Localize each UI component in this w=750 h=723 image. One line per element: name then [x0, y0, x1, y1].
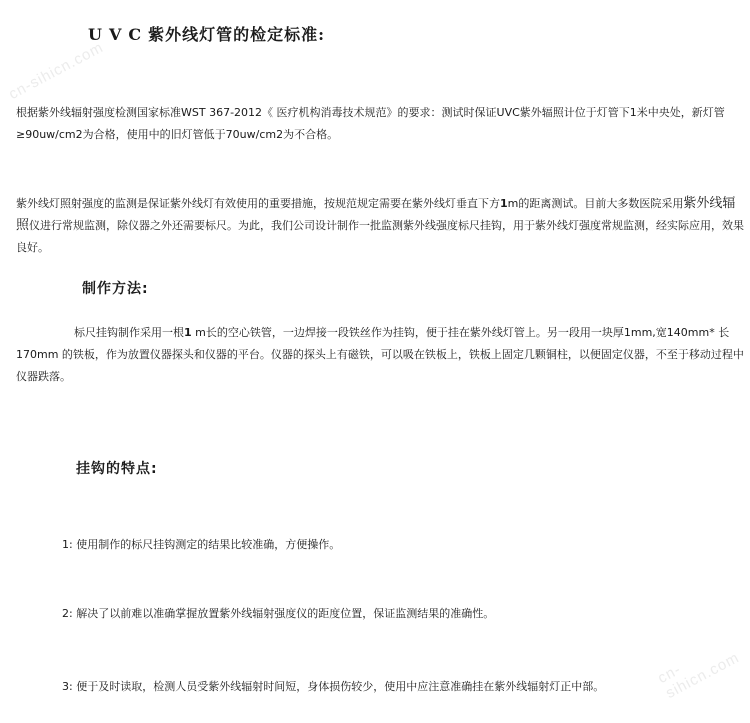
intro-paragraph: 根据紫外线辐射强度检测国家标准WST 367-2012《 医疗机构消毒技术规范》的要求：测试时保证UVC紫外辐照计位于灯管下1米中央处，新灯管≥90uw/cm2为合格，使用中的旧灯管低于70uw/cm2为不合格。 [16, 106, 725, 141]
title-latin: UVC [88, 25, 149, 44]
feature-item: 1: 使用制作的标尺挂钩测定的结果比较准确，方便操作。 [62, 538, 341, 551]
method-text-2: m长的空心铁管，一边焊接一段铁丝作为挂钩，便于挂在紫外线灯管上。另一段用一块厚1mm,宽140mm* 长170mm 的铁板，作为放置仪器探头和仪器的平台。仪器的探头上有磁铁，可以吸在铁板上，铁板上固定几颗铜柱，以便固定仪器，不至于移动过程中仪器跌落。 [16, 326, 744, 383]
method-paragraph [16, 322, 748, 388]
monitoring-paragraph [16, 193, 748, 259]
features-heading: 挂钩的特点: [76, 461, 158, 477]
feature-item: 2: 解决了以前难以准确掌握放置紫外线辐射强度仪的距度位置，保证监测结果的准确性。 [62, 607, 495, 620]
monitoring-text-2: m的距离测试。目前大多数医院采用 [507, 197, 684, 210]
monitoring-distance: 1 [500, 197, 508, 210]
monitoring-text-1: 紫外线灯照射强度的监测是保证紫外线灯有效使用的重要措施，按规范规定需要在紫外线灯垂直下方 [16, 197, 500, 210]
feature-item: 3: 便于及时读取，检测人员受紫外线辐射时间短，身体损伤较少，使用中应注意准确挂在紫外线辐射灯正中部。 [62, 680, 605, 693]
monitoring-text-3: 仪进行常规监测，除仪器之外还需要标尺。为此，我们公司设计制作一批监测紫外线强度标尺挂钩，用于紫外线灯强度常规监测，经实际应用，效果良好。 [16, 219, 745, 254]
method-heading: 制作方法: [82, 281, 149, 297]
watermark: cn-sihicn.com [655, 649, 743, 703]
monitoring-device-name: 紫外线辐照 [16, 196, 736, 233]
title-text: 紫外线灯管的检定标准: [148, 25, 326, 44]
watermark: cn-sihicn.com [6, 38, 107, 104]
page-title [88, 22, 325, 45]
method-length: 1 [184, 326, 192, 339]
method-text-1: 标尺挂钩制作采用一根 [74, 326, 184, 339]
